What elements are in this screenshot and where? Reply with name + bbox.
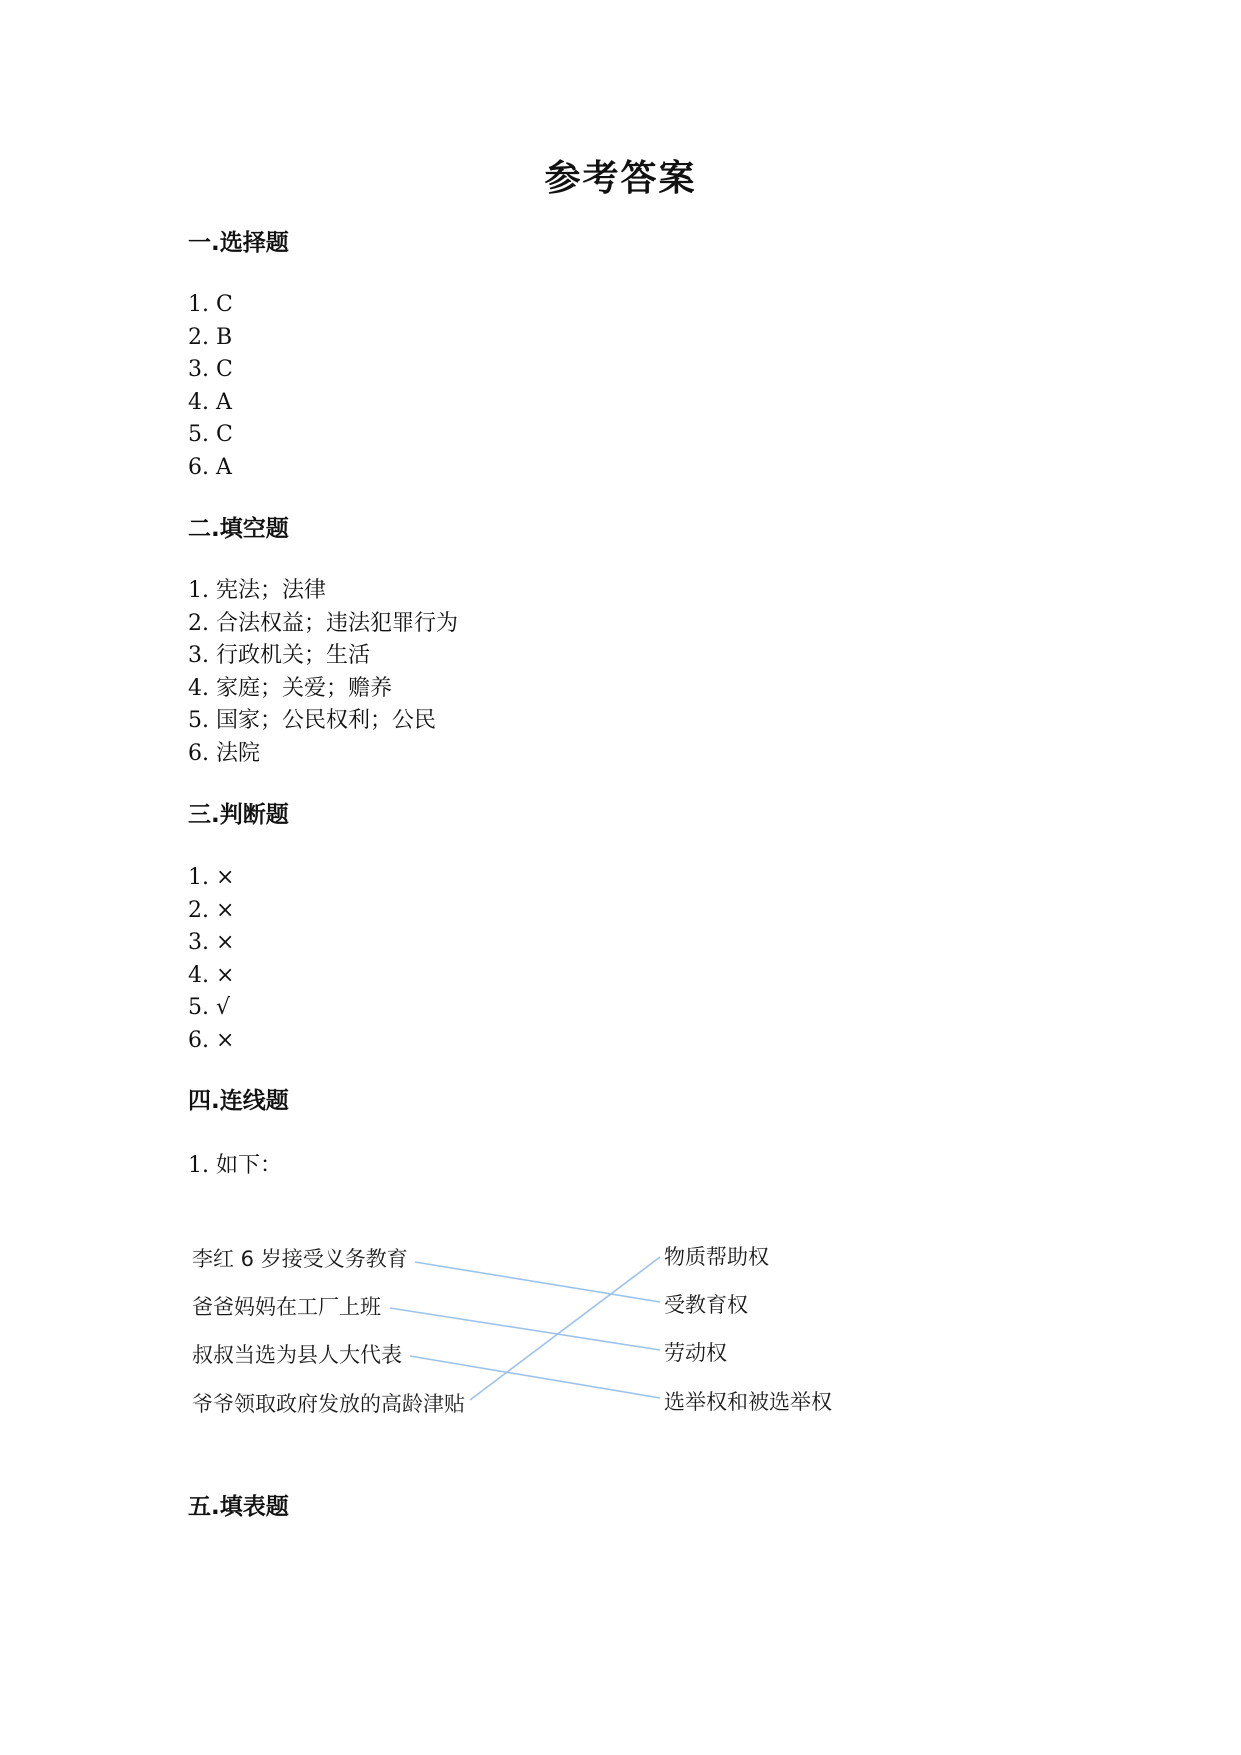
- matching-intro: 1. 如下：: [188, 1153, 282, 1178]
- page-title: 参考答案: [544, 158, 697, 199]
- fill-blank-answer-list: [188, 575, 458, 771]
- section-heading-table: 五.填表题: [188, 1494, 289, 1520]
- list-item: 3. C: [188, 357, 233, 383]
- list-item: 4. A: [188, 389, 232, 415]
- list-item: 4. 家庭；关爱；赡养: [188, 675, 392, 701]
- list-item: 2. B: [188, 324, 233, 350]
- list-item: 6. ×: [188, 1027, 235, 1053]
- match-right-item: 劳动权: [664, 1341, 727, 1365]
- list-item: 5. C: [188, 422, 233, 448]
- match-right-item: 物质帮助权: [664, 1245, 769, 1269]
- match-left-item: 爸爸妈妈在工厂上班: [192, 1295, 381, 1319]
- list-item: 4. ×: [188, 962, 235, 988]
- match-line: [470, 1257, 660, 1400]
- list-item: 1. 宪法；法律: [188, 578, 326, 603]
- list-item: 6. A: [188, 454, 232, 480]
- list-item: 5. √: [188, 995, 231, 1021]
- list-item: 1. C: [188, 292, 233, 317]
- match-left-item: 叔叔当选为县人大代表: [192, 1343, 402, 1367]
- list-item: 3. ×: [188, 930, 235, 956]
- list-item: 6. 法院: [188, 740, 260, 766]
- match-right-item: 受教育权: [664, 1293, 748, 1317]
- list-item: 3. 行政机关；生活: [188, 643, 370, 669]
- match-left-item: 李红 6 岁接受义务教育: [192, 1247, 408, 1271]
- section-heading-judge: 三.判断题: [188, 802, 289, 828]
- section-heading-fill-blank: 二.填空题: [188, 516, 289, 542]
- list-item: 2. 合法权益；违法犯罪行为: [188, 610, 458, 636]
- list-item: 5. 国家；公民权利；公民: [188, 708, 436, 734]
- match-line: [415, 1262, 660, 1302]
- matching-diagram: [180, 1225, 860, 1435]
- match-right-item: 选举权和被选举权: [664, 1390, 832, 1414]
- choice-answer-list: [188, 289, 233, 485]
- judge-answer-list: [188, 862, 234, 1058]
- section-heading-choice: 一.选择题: [188, 230, 289, 256]
- list-item: 2. ×: [188, 897, 235, 923]
- section-heading-matching: 四.连线题: [188, 1088, 289, 1114]
- match-line: [390, 1308, 660, 1350]
- match-left-item: 爷爷领取政府发放的高龄津贴: [192, 1392, 465, 1416]
- list-item: 1. ×: [188, 865, 235, 890]
